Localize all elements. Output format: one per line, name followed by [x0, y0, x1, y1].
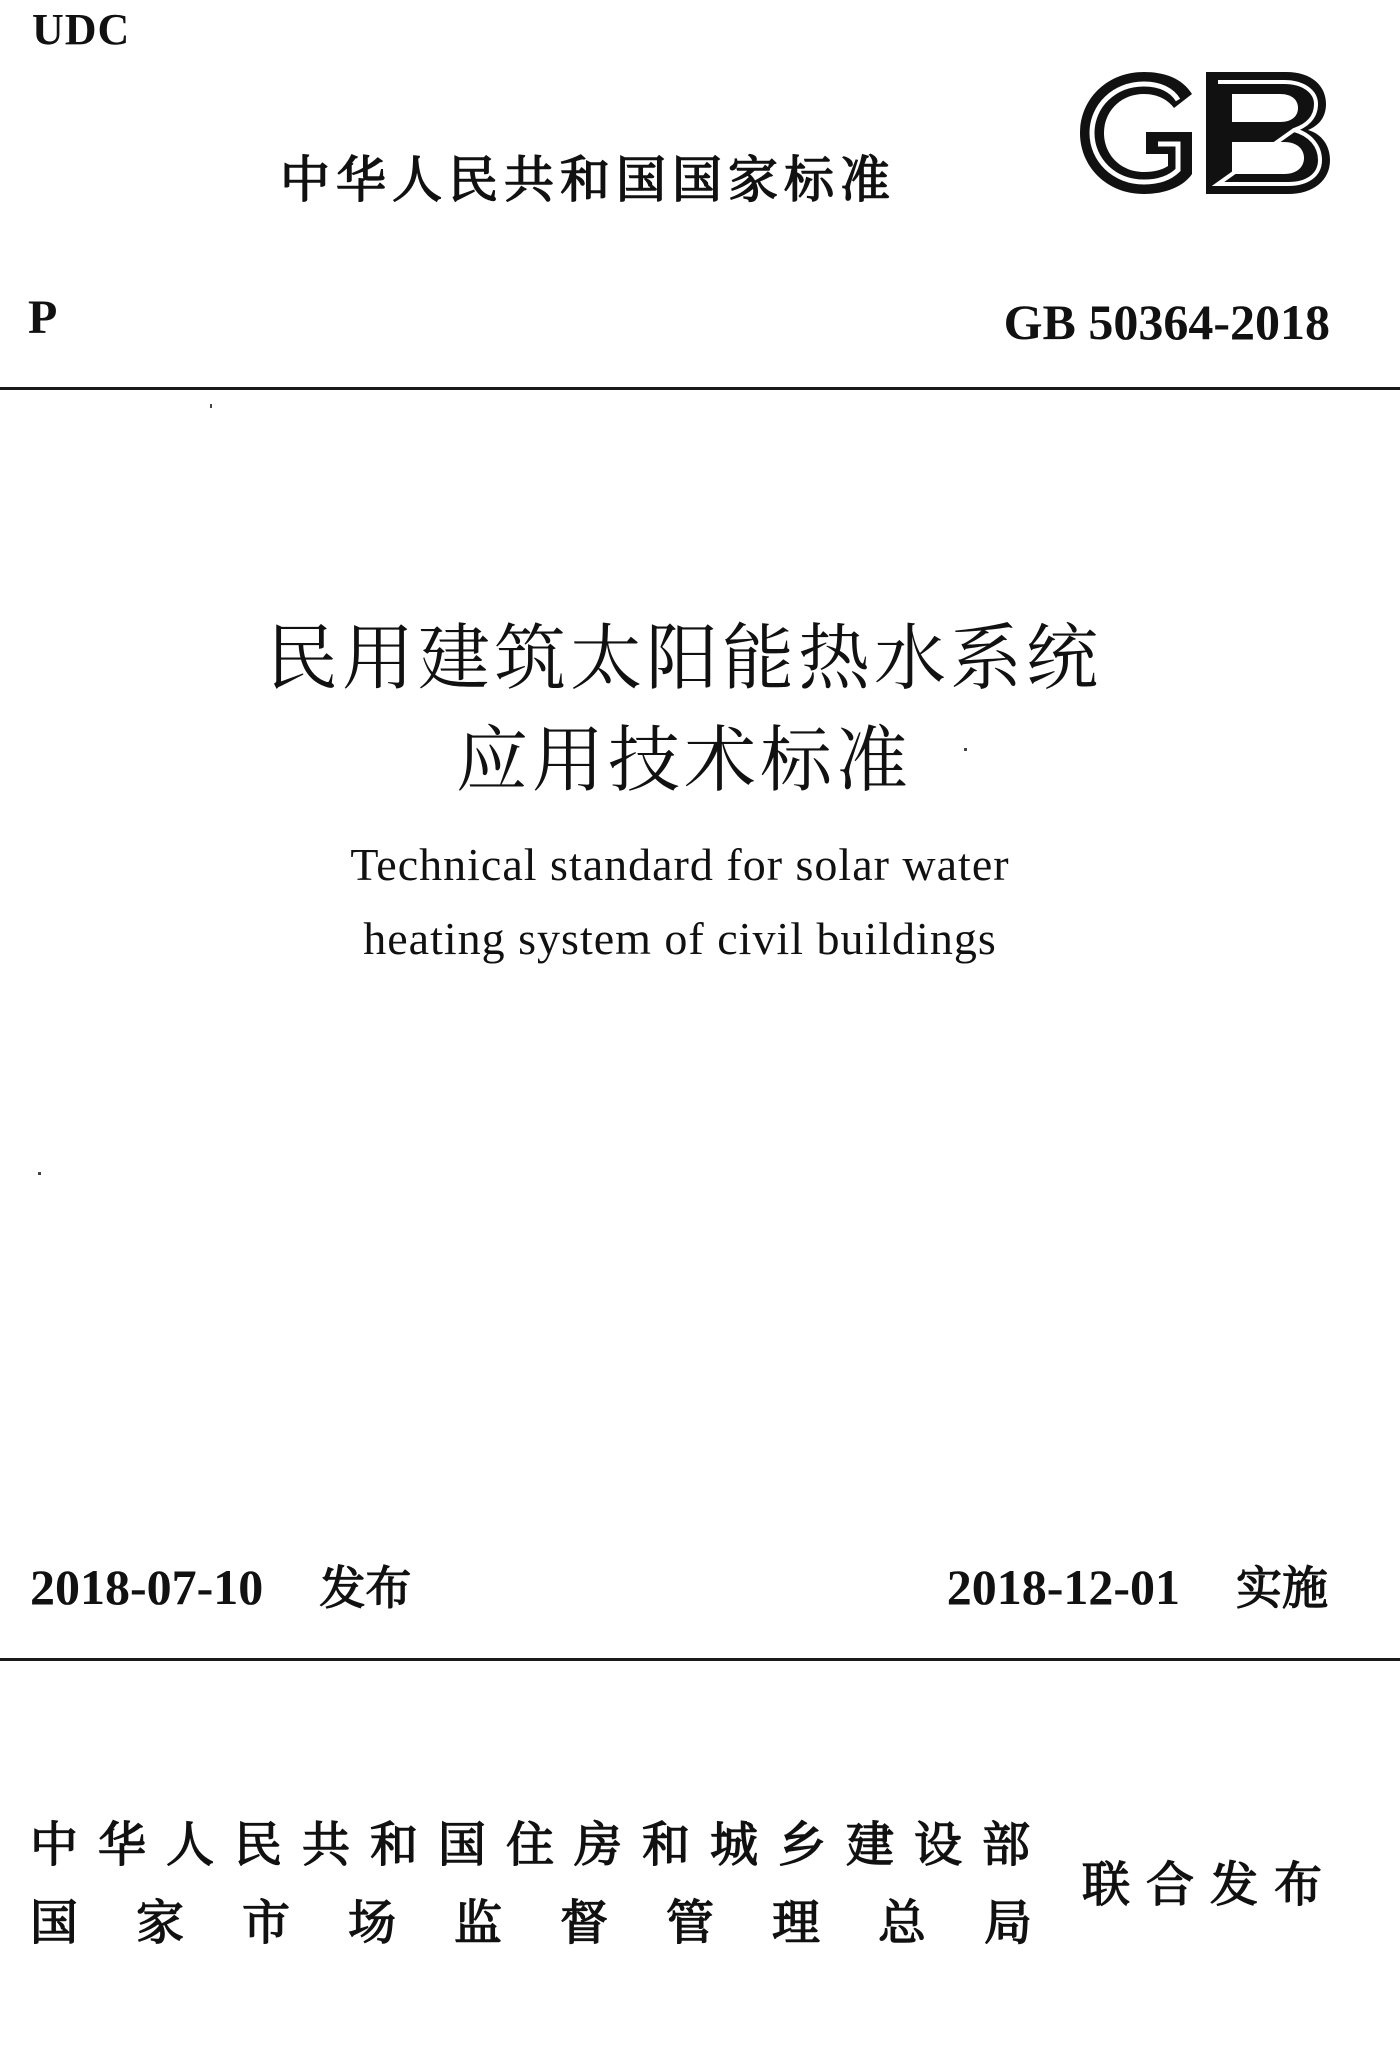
issue-label: 发布 — [319, 1561, 412, 1615]
issuer-ministry-housing: 中华人民共和国住房和城乡建设部 — [30, 1817, 1051, 1873]
udc-label: UDC — [32, 5, 131, 54]
title-chinese-line-2: 应用技术标准 — [455, 718, 912, 802]
title-english-line-1: Technical standard for solar water — [350, 839, 1010, 890]
gb-logo — [1074, 66, 1334, 200]
issue-date: 2018-07-10 — [30, 1559, 264, 1615]
national-standard-label: 中华人民共和国国家标准 — [280, 151, 896, 209]
effective-label: 实施 — [1236, 1561, 1328, 1615]
issuer-market-regulation: 国家市场监督管理总局 — [30, 1895, 1091, 1951]
scan-speck — [210, 404, 212, 408]
title-english-line-2: heating system of civil buildings — [363, 913, 997, 964]
joint-issue-label: 联合发布 — [1082, 1857, 1339, 1913]
top-divider — [0, 387, 1400, 390]
standard-code: GB 50364-2018 — [1003, 294, 1330, 350]
effective-date-row — [947, 1552, 1328, 1618]
scan-speck — [38, 1172, 41, 1175]
title-chinese-line-1: 民用建筑太阳能热水系统 — [265, 616, 1102, 700]
issue-date-row — [30, 1552, 411, 1618]
effective-date: 2018-12-01 — [946, 1559, 1180, 1615]
category-letter: P — [28, 291, 58, 344]
bottom-divider — [0, 1658, 1400, 1661]
